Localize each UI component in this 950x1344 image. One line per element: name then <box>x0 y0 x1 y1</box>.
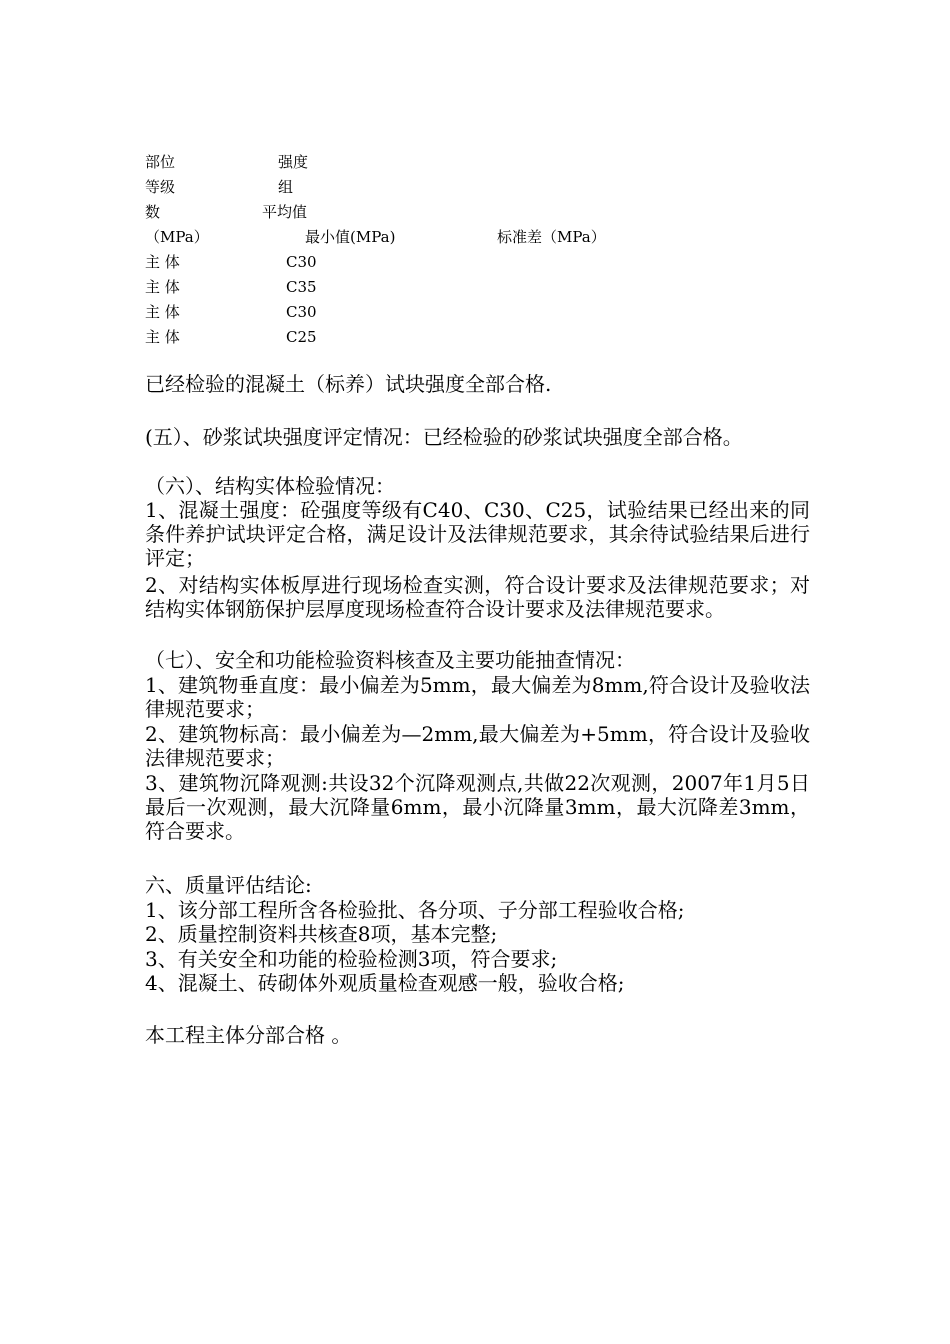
section-6-item-1: 1、混凝土强度：砼强度等级有C40、C30、C25，试验结果已经出来的同条件养护试块评定合格，满足设计及法律规范要求，其余待试验结果后进行评定； <box>145 498 810 570</box>
table-header-strength: 强度 <box>278 153 309 171</box>
final-conclusion: 本工程主体分部合格 。 <box>145 1023 352 1047</box>
table-header-group: 组 <box>278 178 294 196</box>
table-header-std: 标准差（MPa） <box>497 228 606 246</box>
table-row-part: 主 体 <box>145 328 180 346</box>
section-7-item-1: 1、建筑物垂直度：最小偏差为5mm，最大偏差为8mm,符合设计及验收法律规范要求； <box>145 673 810 721</box>
table-header-unit: （MPa） <box>145 228 209 246</box>
evaluation-item: 4、混凝土、砖砌体外观质量检查观感一般，验收合格; <box>145 971 625 995</box>
section-6-item-2: 2、对结构实体板厚进行现场检查实测，符合设计要求及法律规范要求；对结构实体钢筋保护层厚度现场检查符合设计要求及法律规范要求。 <box>145 573 810 621</box>
section-7-item-2: 2、建筑物标高：最小偏差为—2mm,最大偏差为+5mm，符合设计及验收法律规范要求； <box>145 722 810 770</box>
section-5-mortar: (五）、砂浆试块强度评定情况：已经检验的砂浆试块强度全部合格。 <box>145 425 743 449</box>
table-header-part: 部位 <box>145 153 176 171</box>
table-row-part: 主 体 <box>145 278 180 296</box>
section-6-heading: （六）、结构实体检验情况： <box>145 474 395 498</box>
evaluation-item: 2、质量控制资料共核查8项，基本完整; <box>145 922 498 946</box>
section-7-item-3: 3、建筑物沉降观测:共设32个沉降观测点,共做22次观测，2007年1月5日最后一次观测，最大沉降量6mm，最小沉降量3mm，最大沉降差3mm，符合要求。 <box>145 771 810 843</box>
concrete-conclusion: 已经检验的混凝土（标养）试块强度全部合格. <box>145 372 552 396</box>
table-row-grade: C25 <box>286 328 317 346</box>
table-row-part: 主 体 <box>145 303 180 321</box>
table-header-count: 数 <box>145 203 161 221</box>
table-row-grade: C30 <box>286 303 317 321</box>
section-7-heading: （七）、安全和功能检验资料核查及主要功能抽查情况： <box>145 648 635 672</box>
table-row-grade: C35 <box>286 278 317 296</box>
evaluation-heading: 六、质量评估结论: <box>145 873 312 897</box>
table-header-average: 平均值 <box>262 203 308 221</box>
table-header-min: 最小值(MPa) <box>305 228 396 246</box>
table-row-grade: C30 <box>286 253 317 271</box>
table-row-part: 主 体 <box>145 253 180 271</box>
table-header-grade: 等级 <box>145 178 176 196</box>
evaluation-item: 1、该分部工程所含各检验批、各分项、子分部工程验收合格; <box>145 898 685 922</box>
evaluation-item: 3、有关安全和功能的检验检测3项，符合要求; <box>145 947 558 971</box>
